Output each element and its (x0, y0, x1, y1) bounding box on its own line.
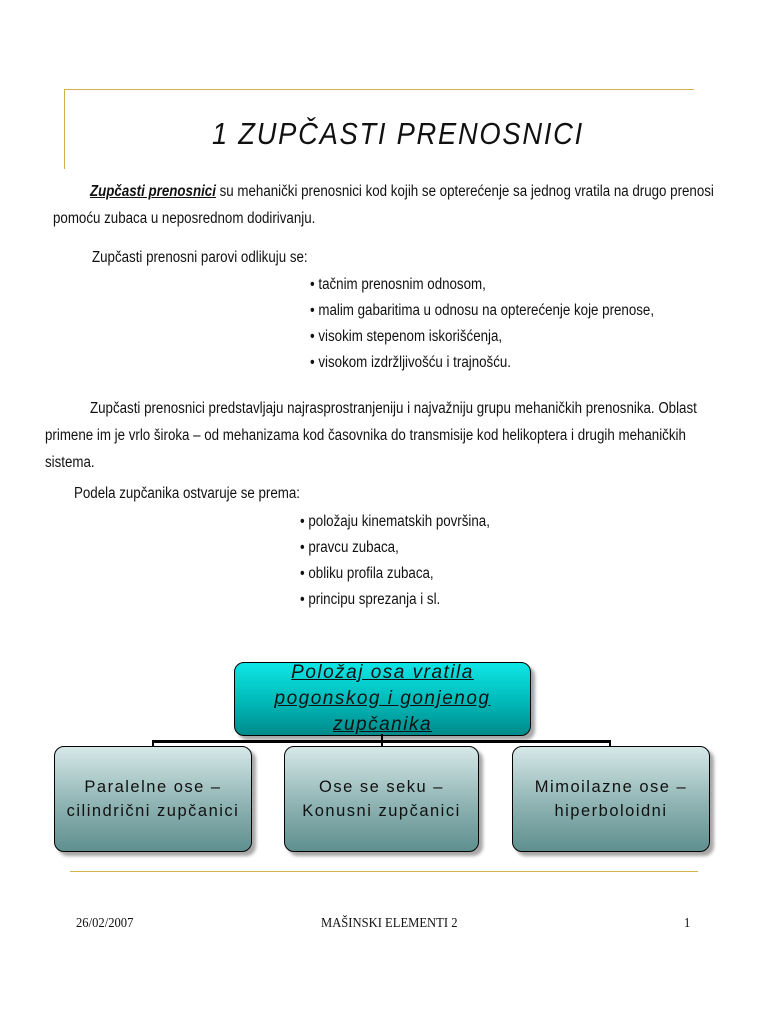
diagram-child-line-1: Paralelne ose – (84, 778, 222, 796)
diagram-root-box (234, 662, 531, 736)
page-title: 1 ZUPČASTI PRENOSNICI (212, 116, 584, 151)
list-item: • tačnim prenosnim odnosom, (310, 272, 654, 298)
diagram-child-parallel (54, 746, 252, 852)
frame-left-line (64, 89, 65, 169)
diagram-child-intersecting (284, 746, 479, 852)
footer-page-number: 1 (684, 916, 691, 931)
list-item: • malim gabaritima u odnosu na opterećenje koje prenose, (310, 298, 654, 324)
intro-rest: su mehanički prenosnici kod kojih se opterećenje sa jednog vratila na drugo prenosi (215, 183, 714, 200)
diagram-child-line-2: Konusni zupčanici (302, 802, 461, 820)
para2-line-1: Zupčasti prenosnici predstavljaju najrasprostranjeniju i najvažniju grupu mehaničkih prenosnika. Oblast (90, 400, 697, 417)
frame-top-line (64, 89, 694, 90)
list-item: • obliku profila zubaca, (300, 561, 490, 587)
diagram-child-skew (512, 746, 710, 852)
diagram-root-line-1: Položaj osa vratila (291, 662, 474, 683)
list-item: • visokim stepenom iskorišćenja, (310, 324, 654, 350)
para2-line-2: primene im je vrlo široka – od mehanizama kod časovnika do transmisije kod helikoptera i drugih mehaničkih (45, 427, 686, 444)
intro-term: Zupčasti prenosnici (90, 183, 216, 200)
diagram-root-line-2: pogonskog i gonjenog zupčanika (274, 688, 491, 735)
list-item: • visokom izdržljivošću i trajnošću. (310, 350, 654, 376)
footer-rule (70, 871, 698, 872)
pairs-heading: Zupčasti prenosni parovi odlikuju se: (92, 249, 308, 266)
diagram-child-line-1: Ose se seku – (319, 778, 444, 796)
diagram-child-line-1: Mimoilazne ose – (534, 778, 688, 796)
footer-date: 26/02/2007 (76, 916, 134, 931)
intro-line-2: pomoću zubaca u neposrednom dodirivanju. (53, 210, 316, 227)
pairs-bullet-list (310, 272, 654, 376)
footer-course: MAŠINSKI ELEMENTI 2 (321, 916, 458, 931)
list-item: • principu sprezanja i sl. (300, 587, 490, 613)
para2-line-3: sistema. (45, 454, 95, 471)
division-bullet-list (300, 509, 490, 613)
diagram-child-line-2: hiperboloidni (554, 802, 668, 820)
division-heading: Podela zupčanika ostvaruje se prema: (74, 485, 301, 502)
list-item: • pravcu zubaca, (300, 535, 490, 561)
list-item: • položaju kinematskih površina, (300, 509, 490, 535)
intro-line-1 (90, 180, 714, 203)
diagram-child-line-2: cilindrični zupčanici (66, 802, 240, 820)
